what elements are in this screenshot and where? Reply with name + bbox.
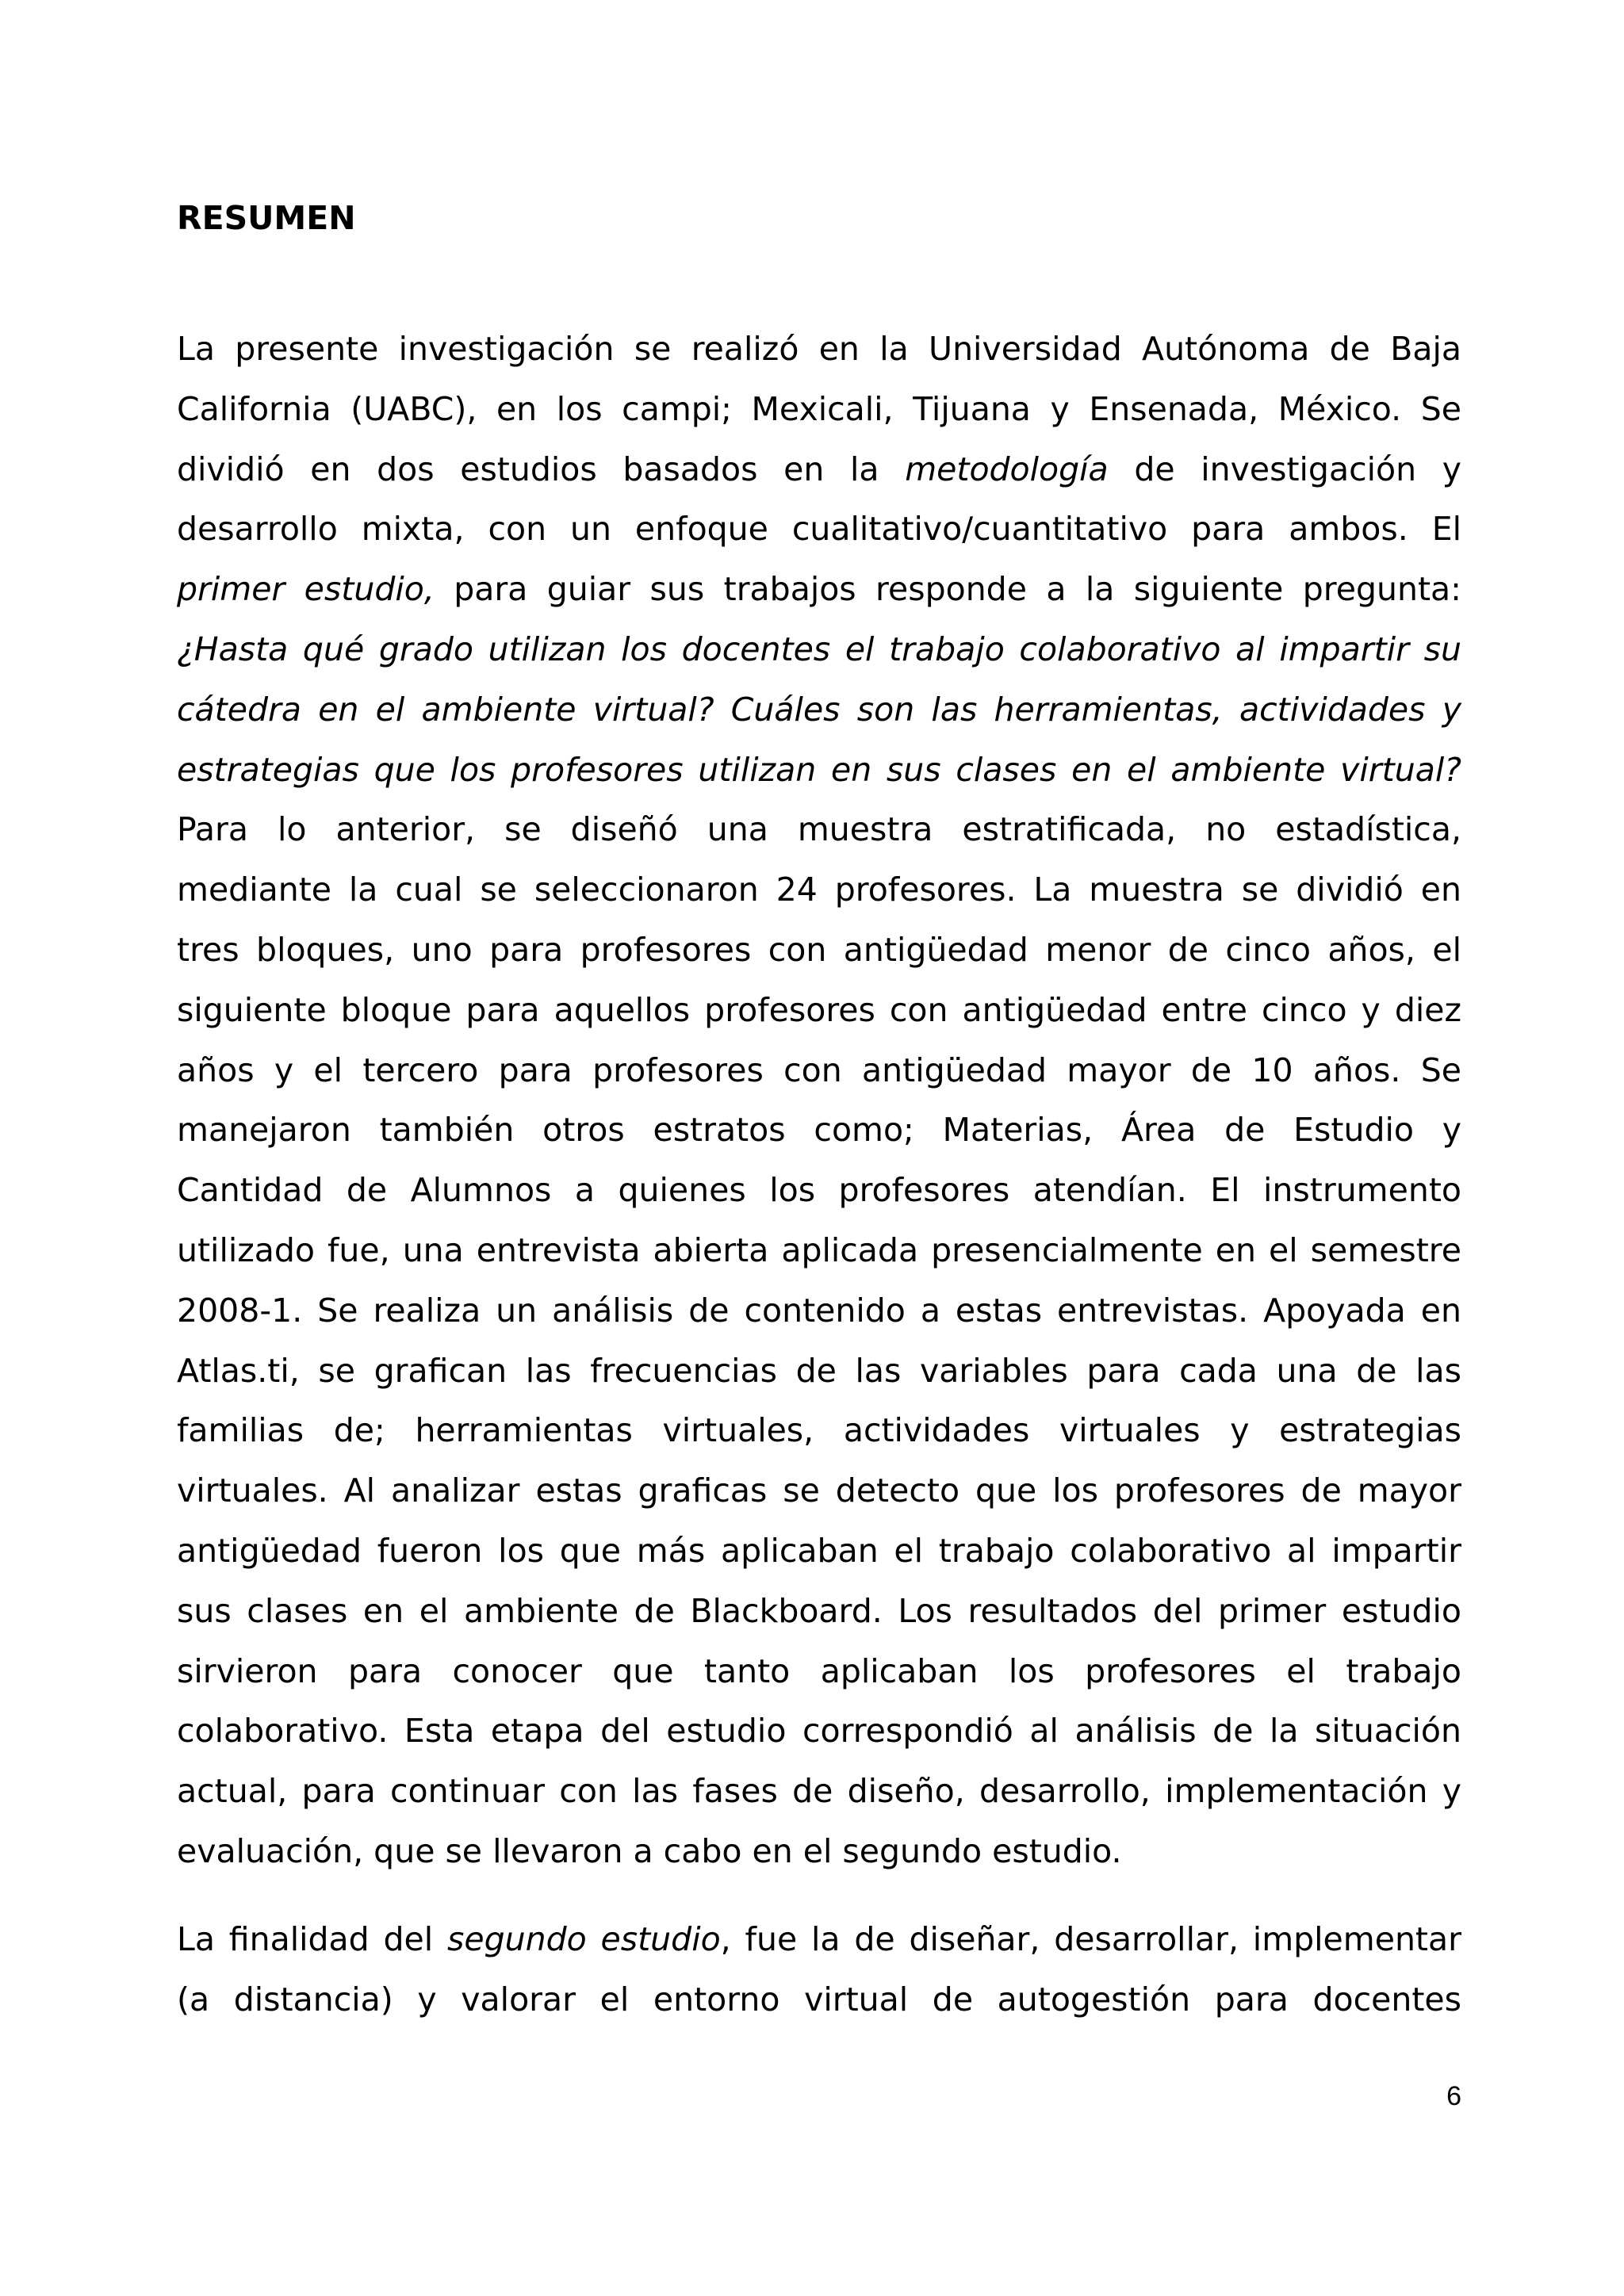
- text-line: [177, 440, 1461, 500]
- line-text: desarrollo mixta, con un enfoque cualitativo/cuantitativo para ambos. El: [177, 510, 1461, 549]
- line-text: 2008-1. Se realiza un análisis de contenido a estas entrevistas. Apoyada en: [177, 1291, 1461, 1330]
- body-paragraph: [177, 320, 1461, 1882]
- text-line: [177, 1582, 1461, 1642]
- line-text: manejaron también otros estratos como; Materias, Área de Estudio y: [177, 1111, 1461, 1150]
- line-text: antigüedad fueron los que más aplicaban el trabajo colaborativo al impartir: [177, 1531, 1461, 1570]
- line-text: estrategias que los profesores utilizan en sus clases en el ambiente virtual?: [177, 750, 1461, 789]
- research-question-line: [177, 680, 1461, 740]
- text-line: [177, 1701, 1461, 1762]
- text-line: [177, 380, 1461, 440]
- text-line: [177, 1041, 1461, 1101]
- line-text: para guiar sus trabajos responde a la siguiente pregunta:: [434, 570, 1461, 609]
- line-text: sus clases en el ambiente de Blackboard. Los resultados del primer estudio: [177, 1591, 1461, 1630]
- text-line: [177, 1822, 1461, 1882]
- text-line: [177, 320, 1461, 380]
- line-text: Atlas.ti, se grafican las frecuencias de las variables para cada una de las: [177, 1351, 1461, 1390]
- text-line: [177, 1161, 1461, 1221]
- line-text: , fue la de diseñar, desarrollar, implementar: [720, 1920, 1461, 1958]
- text-line: [177, 1100, 1461, 1161]
- text-line: [177, 1762, 1461, 1822]
- line-text: (a distancia) y valorar el entorno virtual de autogestión para docentes: [177, 1980, 1461, 2019]
- italic-term: metodología: [905, 450, 1109, 488]
- line-text: de investigación y: [1108, 450, 1461, 488]
- text-line: [177, 560, 1461, 620]
- text-line: [177, 800, 1461, 860]
- line-text: siguiente bloque para aquellos profesores con antigüedad entre cinco y diez: [177, 990, 1461, 1029]
- research-question-line: [177, 740, 1461, 801]
- text-line: [177, 1461, 1461, 1521]
- body-paragraph: [177, 1910, 1461, 2030]
- italic-term: primer estudio,: [177, 570, 435, 609]
- section-heading: RESUMEN: [177, 199, 356, 237]
- line-text: cátedra en el ambiente virtual? Cuáles son las herramientas, actividades y: [177, 690, 1461, 729]
- text-line: [177, 1521, 1461, 1582]
- text-line: [177, 1221, 1461, 1281]
- line-text: utilizado fue, una entrevista abierta aplicada presencialmente en el semestre: [177, 1230, 1461, 1269]
- line-text: Cantidad de Alumnos a quienes los profesores atendían. El instrumento: [177, 1171, 1461, 1210]
- line-text: La presente investigación se realizó en la Universidad Autónoma de Baja: [177, 330, 1461, 368]
- text-line: [177, 1642, 1461, 1702]
- line-text: California (UABC), en los campi; Mexicali, Tijuana y Ensenada, México. Se: [177, 389, 1461, 428]
- text-line: [177, 860, 1461, 920]
- line-text: virtuales. Al analizar estas graficas se detecto que los profesores de mayor: [177, 1471, 1461, 1510]
- line-text: dividió en dos estudios basados en la: [177, 450, 906, 488]
- research-question-line: [177, 620, 1461, 680]
- text-line: [177, 1341, 1461, 1402]
- text-line: [177, 1910, 1461, 1970]
- text-line: [177, 1281, 1461, 1341]
- text-line: [177, 499, 1461, 560]
- line-text: sirvieron para conocer que tanto aplicaban los profesores el trabajo: [177, 1651, 1461, 1690]
- line-text: La finalidad del: [177, 1920, 447, 1958]
- line-text: mediante la cual se seleccionaron 24 profesores. La muestra se dividió en: [177, 871, 1461, 909]
- text-line: [177, 1970, 1461, 2030]
- line-text: tres bloques, uno para profesores con antigüedad menor de cinco años, el: [177, 930, 1461, 969]
- line-text: evaluación, que se llevaron a cabo en el segundo estudio.: [177, 1831, 1122, 1870]
- page-number: 6: [1446, 2081, 1461, 2111]
- line-text: familias de; herramientas virtuales, actividades virtuales y estrategias: [177, 1411, 1461, 1450]
- text-line: [177, 920, 1461, 981]
- line-text: Para lo anterior, se diseñó una muestra estratificada, no estadística,: [177, 810, 1461, 849]
- line-text: años y el tercero para profesores con antigüedad mayor de 10 años. Se: [177, 1050, 1461, 1089]
- line-text: colaborativo. Esta etapa del estudio correspondió al análisis de la situación: [177, 1712, 1461, 1751]
- line-text: ¿Hasta qué grado utilizan los docentes el trabajo colaborativo al impartir su: [177, 629, 1461, 668]
- line-text: actual, para continuar con las fases de diseño, desarrollo, implementación y: [177, 1772, 1461, 1811]
- text-line: [177, 981, 1461, 1041]
- italic-term: segundo estudio: [447, 1920, 721, 1958]
- text-line: [177, 1401, 1461, 1461]
